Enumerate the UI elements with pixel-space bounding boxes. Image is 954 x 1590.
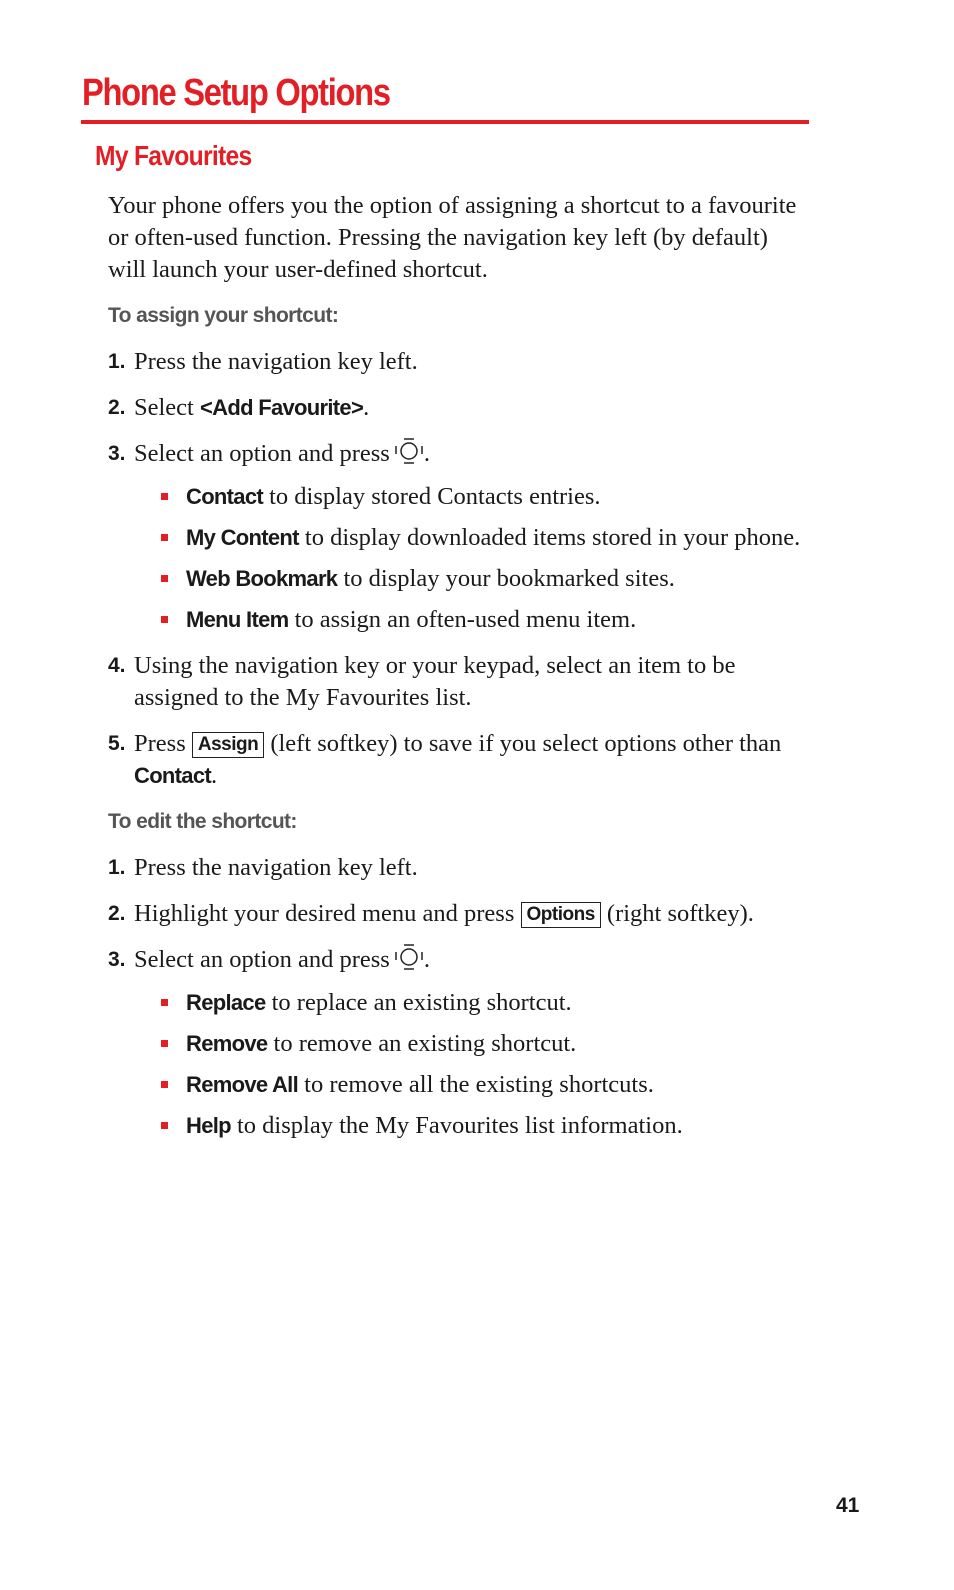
- step-text-middle: (left softkey) to save if you select options other than: [264, 730, 782, 757]
- step-text-end: .: [423, 946, 430, 973]
- option-description: to display the My Favourites list information.: [230, 1112, 683, 1139]
- option-term: Web Bookmark: [186, 566, 338, 591]
- step-number: 5.: [108, 732, 126, 755]
- list-item: [134, 1069, 808, 1101]
- step-text: Using the navigation key or your keypad, select an item to be assigned to the My Favourites list.: [134, 652, 736, 711]
- bullet-square: [161, 1122, 168, 1129]
- option-term: Remove: [186, 1031, 268, 1056]
- assign-softkey: Assign: [192, 732, 264, 758]
- option-term: Replace: [186, 990, 266, 1015]
- step-text: Press the navigation key left.: [134, 348, 418, 375]
- assign-options-list: [134, 481, 808, 636]
- navigation-select-key-icon: [394, 438, 424, 473]
- step-number: 1.: [108, 856, 126, 879]
- option-term: Contact: [186, 484, 263, 509]
- list-item: [134, 522, 808, 554]
- step-number: 2.: [108, 396, 126, 419]
- bullet-square: [161, 616, 168, 623]
- step-text-end: .: [423, 440, 430, 467]
- page-number: 41: [836, 1494, 860, 1517]
- option-description: to assign an often-used menu item.: [288, 606, 637, 633]
- step-text-end: .: [211, 762, 218, 789]
- step-text: Select an option and press: [134, 440, 390, 467]
- list-item: [134, 987, 808, 1019]
- edit-options-list: [134, 987, 808, 1142]
- option-description: to display your bookmarked sites.: [337, 565, 675, 592]
- bullet-square: [161, 1081, 168, 1088]
- content: [108, 190, 808, 1156]
- list-item: [134, 481, 808, 513]
- step-number: 4.: [108, 654, 126, 677]
- page-title: Phone Setup Options: [82, 72, 390, 114]
- bullet-square: [161, 534, 168, 541]
- step-text: Highlight your desired menu and press: [134, 900, 521, 927]
- assign-step-5: [108, 728, 808, 792]
- step-text: Select an option and press: [134, 946, 390, 973]
- option-description: to display downloaded items stored in your phone.: [298, 524, 801, 551]
- option-description: to remove all the existing shortcuts.: [298, 1071, 654, 1098]
- edit-step-2: [108, 898, 808, 930]
- options-softkey: Options: [521, 902, 601, 928]
- option-term: My Content: [186, 525, 299, 550]
- option-description: to display stored Contacts entries.: [263, 483, 601, 510]
- step-number: 3.: [108, 442, 126, 465]
- option-description: to remove an existing shortcut.: [267, 1030, 577, 1057]
- option-term: Menu Item: [186, 607, 289, 632]
- intro-paragraph: Your phone offers you the option of assigning a shortcut to a favourite or often-used function. Pressing the navigation key left (by default) will launch your user-defined shortcut.: [108, 192, 797, 283]
- bullet-square: [161, 493, 168, 500]
- step-number: 2.: [108, 902, 126, 925]
- bullet-square: [161, 575, 168, 582]
- assign-step-3: [108, 438, 808, 636]
- assign-step-1: [108, 346, 808, 378]
- menu-option-label: <Add Favourite>: [200, 395, 364, 420]
- step-text: Press the navigation key left.: [134, 854, 418, 881]
- edit-heading: To edit the shortcut:: [108, 810, 297, 833]
- edit-step-3: [108, 944, 808, 1142]
- step-text-end: .: [363, 394, 370, 421]
- assign-step-4: [108, 650, 808, 714]
- assign-step-2: [108, 392, 808, 424]
- option-description: to replace an existing shortcut.: [265, 989, 572, 1016]
- title-rule: [81, 120, 809, 124]
- section-heading: My Favourites: [95, 140, 252, 171]
- assign-heading: To assign your shortcut:: [108, 304, 339, 327]
- option-term: Contact: [134, 763, 211, 788]
- step-number: 3.: [108, 948, 126, 971]
- list-item: [134, 1110, 808, 1142]
- step-text: Press: [134, 730, 192, 757]
- edit-step-1: [108, 852, 808, 884]
- option-term: Help: [186, 1113, 231, 1138]
- list-item: [134, 563, 808, 595]
- list-item: [134, 604, 808, 636]
- bullet-square: [161, 999, 168, 1006]
- step-text: Select: [134, 394, 200, 421]
- bullet-square: [161, 1040, 168, 1047]
- step-text-end: (right softkey).: [600, 900, 754, 927]
- option-term: Remove All: [186, 1072, 299, 1097]
- step-number: 1.: [108, 350, 126, 373]
- list-item: [134, 1028, 808, 1060]
- navigation-select-key-icon: [394, 944, 424, 979]
